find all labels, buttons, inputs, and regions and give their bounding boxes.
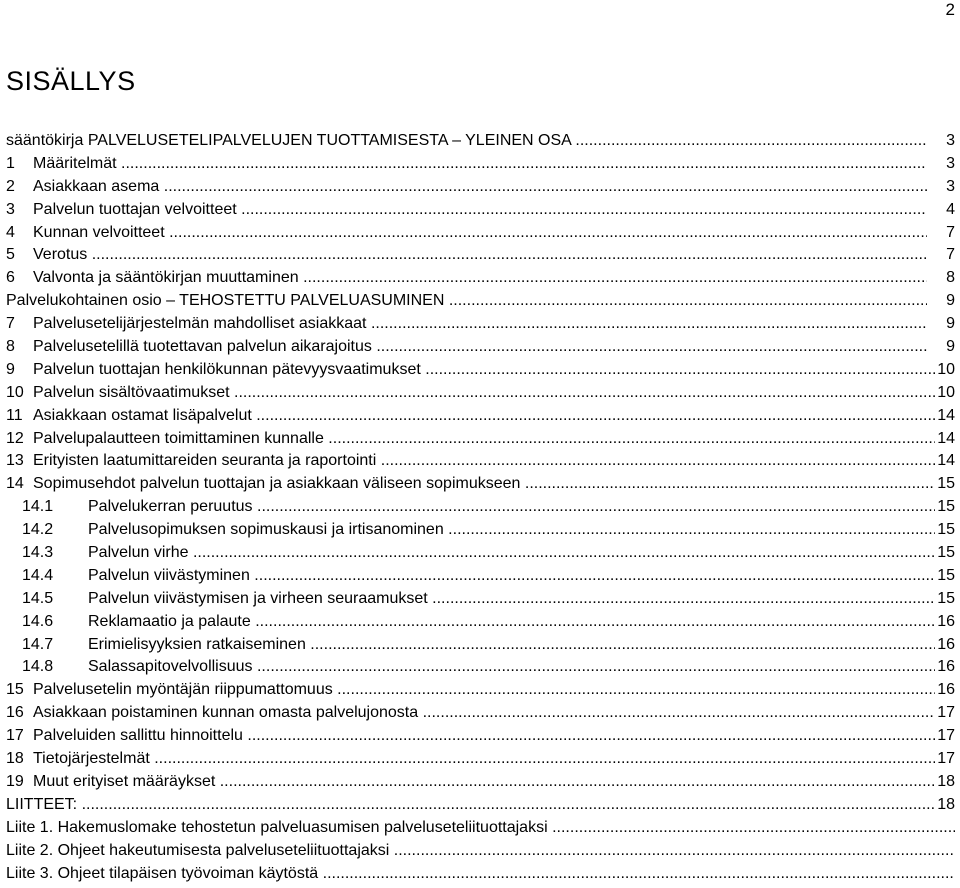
toc-entry[interactable] (0, 450, 960, 473)
toc-entry-title: Asiakkaan asema (33, 177, 160, 195)
toc-entry[interactable] (0, 496, 960, 519)
toc-entry-text (0, 656, 935, 679)
toc-entry-text (0, 519, 935, 542)
toc-entry-page: 15 (935, 473, 955, 496)
toc-entry[interactable] (0, 336, 960, 359)
toc-entry-text (0, 748, 935, 771)
toc-entry[interactable] (0, 519, 960, 542)
toc-entry-text (0, 267, 927, 290)
toc-entry-title: Valvonta ja sääntökirjan muuttaminen (33, 269, 299, 287)
toc-entry-text (0, 290, 927, 313)
toc-entry[interactable] (0, 611, 960, 634)
toc-entry[interactable] (0, 817, 960, 840)
toc-entry[interactable] (0, 290, 960, 313)
toc-entry-title: Palvelusopimuksen sopimuskausi ja irtisanominen (88, 521, 444, 539)
toc-entry-number: 10 (6, 383, 24, 401)
toc-entry-title: sääntökirja PALVELUSETELIPALVELUJEN TUOTTAMISESTA – YLEINEN OSA (6, 132, 571, 149)
toc-entry-page: 4 (944, 199, 955, 222)
toc-entry-page: 9 (944, 290, 955, 313)
toc-entry-page: 17 (935, 725, 955, 748)
toc-entry[interactable] (0, 473, 960, 496)
toc-entry-page: 7 (944, 222, 955, 245)
toc-entry-title: Muut erityiset määräykset (33, 772, 216, 790)
toc-entry[interactable] (0, 565, 960, 588)
toc-entry[interactable] (0, 382, 960, 405)
table-of-contents (0, 130, 960, 885)
toc-entry-page: 10 (935, 359, 955, 382)
toc-entry[interactable] (0, 222, 960, 245)
toc-entry-number: 6 (6, 269, 15, 287)
toc-entry[interactable] (0, 748, 960, 771)
toc-entry[interactable] (0, 634, 960, 657)
toc-entry-number: 17 (6, 727, 24, 745)
toc-entry-page: 7 (944, 244, 955, 267)
toc-entry-title: Liite 1. Hakemuslomake tehostetun palveluasumisen palveluseteliituottajaksi (6, 818, 548, 836)
toc-entry-text (0, 130, 927, 153)
toc-entry-page: 3 (944, 130, 955, 153)
toc-entry-number: 7 (6, 315, 15, 333)
toc-entry-page: 9 (944, 313, 955, 336)
toc-entry-number: 14.4 (22, 566, 54, 584)
toc-entry-title: Määritelmät (33, 154, 117, 172)
toc-entry-text (0, 496, 935, 519)
toc-entry-number: 14.6 (22, 612, 54, 630)
toc-entry-text (0, 405, 935, 428)
toc-entry-text (0, 222, 927, 245)
toc-entry-number: 14.5 (22, 589, 54, 607)
toc-entry-title: Palvelun tuottajan velvoitteet (33, 200, 237, 218)
toc-entry-title: Palvelupalautteen toimittaminen kunnalle (33, 429, 324, 447)
toc-entry-text (0, 382, 935, 405)
toc-entry-page: 3 (944, 176, 955, 199)
toc-entry-number: 14.8 (22, 658, 54, 676)
toc-entry-text (0, 153, 927, 176)
toc-entry-title: Salassapitovelvollisuus (88, 658, 253, 676)
toc-entry-page: 18 (935, 794, 955, 817)
toc-entry-title: Palvelun viivästyminen (88, 566, 250, 584)
toc-entry-title: Palvelukohtainen osio – TEHOSTETTU PALVELUASUMINEN (6, 292, 445, 310)
toc-entry[interactable] (0, 405, 960, 428)
toc-entry[interactable] (0, 176, 960, 199)
toc-entry-page: 15 (935, 588, 955, 611)
toc-entry-text (0, 725, 935, 748)
toc-entry-title: LIITTEET: (6, 795, 78, 813)
toc-entry-text (0, 794, 935, 817)
toc-entry-title: Tietojärjestelmät (33, 750, 150, 768)
toc-entry-number: 14.1 (22, 498, 54, 516)
toc-entry-text (0, 428, 935, 451)
toc-entry-number: 14.7 (22, 635, 54, 653)
toc-entry-title: Liite 3. Ohjeet tilapäisen työvoiman käytöstä (6, 864, 319, 882)
toc-entry-number: 14 (6, 475, 24, 493)
toc-entry-title: Erimielisyyksien ratkaiseminen (88, 635, 306, 653)
toc-entry[interactable] (0, 199, 960, 222)
toc-entry[interactable] (0, 588, 960, 611)
toc-entry-number: 1 (6, 154, 15, 172)
toc-entry[interactable] (0, 863, 960, 886)
toc-entry-page: 3 (944, 153, 955, 176)
toc-entry[interactable] (0, 542, 960, 565)
toc-entry[interactable] (0, 267, 960, 290)
toc-entry[interactable] (0, 725, 960, 748)
toc-entry-text (0, 473, 935, 496)
toc-entry[interactable] (0, 153, 960, 176)
toc-entry-number: 19 (6, 772, 24, 790)
toc-entry-page: 18 (935, 771, 955, 794)
toc-entry-page: 16 (935, 656, 955, 679)
toc-entry-title: Palvelun sisältövaatimukset (33, 383, 230, 401)
toc-entry-page: 14 (935, 405, 955, 428)
toc-entry-number: 4 (6, 223, 15, 241)
toc-entry-text (0, 588, 935, 611)
toc-entry-text (0, 244, 927, 267)
toc-entry-text (0, 771, 935, 794)
toc-entry-number: 11 (6, 406, 23, 424)
toc-entry[interactable] (0, 656, 960, 679)
toc-entry-title: Palveluiden sallittu hinnoittelu (33, 727, 243, 745)
page-number: 2 (945, 0, 955, 19)
toc-entry-title: Kunnan velvoitteet (33, 223, 165, 241)
toc-entry-title: Erityisten laatumittareiden seuranta ja raportointi (33, 452, 377, 470)
toc-entry-text (0, 634, 935, 657)
toc-entry-number: 3 (6, 200, 15, 218)
toc-entry-number: 18 (6, 750, 24, 768)
toc-entry-page: 15 (935, 565, 955, 588)
toc-entry[interactable] (0, 679, 960, 702)
toc-entry-page: 14 (935, 428, 955, 451)
toc-entry[interactable] (0, 313, 960, 336)
toc-entry-title: Palvelukerran peruutus (88, 498, 253, 516)
toc-entry-page: 9 (944, 336, 955, 359)
toc-entry-number: 9 (6, 360, 15, 378)
toc-entry-title: Sopimusehdot palvelun tuottajan ja asiakkaan väliseen sopimukseen (33, 475, 521, 493)
toc-entry-text (0, 542, 935, 565)
toc-entry-text (0, 336, 927, 359)
toc-entry-number: 15 (6, 681, 24, 699)
toc-entry[interactable] (0, 794, 960, 817)
toc-heading: SISÄLLYS (6, 66, 136, 96)
toc-entry[interactable] (0, 428, 960, 451)
toc-entry-page: 16 (935, 611, 955, 634)
toc-entry-text (0, 702, 935, 725)
toc-entry-number: 14.2 (22, 521, 54, 539)
toc-entry-text (0, 199, 927, 222)
toc-entry-title: Liite 2. Ohjeet hakeutumisesta palveluseteliituottajaksi (6, 841, 390, 859)
toc-entry-text (0, 817, 955, 840)
toc-entry-page: 16 (935, 679, 955, 702)
toc-entry-text (0, 840, 955, 863)
toc-entry-text (0, 450, 935, 473)
toc-entry-text (0, 679, 935, 702)
toc-entry-number: 8 (6, 338, 15, 356)
toc-entry-title: Palvelusetelillä tuotettavan palvelun aikarajoitus (33, 338, 372, 356)
toc-entry-title: Palvelusetelijärjestelmän mahdolliset asiakkaat (33, 315, 367, 333)
toc-entry[interactable] (0, 840, 960, 863)
toc-entry-page: 8 (944, 267, 955, 290)
toc-entry-text (0, 611, 935, 634)
toc-entry-title: Asiakkaan ostamat lisäpalvelut (33, 406, 252, 424)
toc-entry-page: 17 (935, 702, 955, 725)
toc-entry-page: 15 (935, 542, 955, 565)
toc-entry-number: 13 (6, 452, 24, 470)
toc-entry-title: Palvelun tuottajan henkilökunnan pätevyysvaatimukset (33, 360, 421, 378)
toc-entry-title: Palvelusetelin myöntäjän riippumattomuus (33, 681, 333, 699)
toc-entry[interactable] (0, 702, 960, 725)
toc-entry-title: Asiakkaan poistaminen kunnan omasta palvelujonosta (33, 704, 419, 722)
toc-entry-title: Verotus (33, 246, 88, 264)
toc-entry-title: Reklamaatio ja palaute (88, 612, 251, 630)
toc-entry-text (0, 863, 955, 886)
toc-entry-text (0, 176, 927, 199)
toc-entry-number: 12 (6, 429, 24, 447)
toc-entry-number: 5 (6, 246, 15, 264)
toc-entry-number: 16 (6, 704, 24, 722)
toc-entry-number: 14.3 (22, 544, 54, 562)
toc-entry-number: 2 (6, 177, 15, 195)
toc-entry-page: 15 (935, 519, 955, 542)
toc-entry-text (0, 565, 935, 588)
toc-entry-title: Palvelun virhe (88, 544, 189, 562)
toc-entry-page: 14 (935, 450, 955, 473)
toc-entry-page: 10 (935, 382, 955, 405)
toc-entry[interactable] (0, 130, 960, 153)
toc-entry-page: 15 (935, 496, 955, 519)
toc-entry-text (0, 313, 927, 336)
toc-entry-text (0, 359, 935, 382)
toc-entry[interactable] (0, 359, 960, 382)
toc-entry-page: 17 (935, 748, 955, 771)
toc-entry-page: 16 (935, 634, 955, 657)
toc-entry-title: Palvelun viivästymisen ja virheen seuraamukset (88, 589, 428, 607)
toc-entry[interactable] (0, 244, 960, 267)
toc-entry[interactable] (0, 771, 960, 794)
